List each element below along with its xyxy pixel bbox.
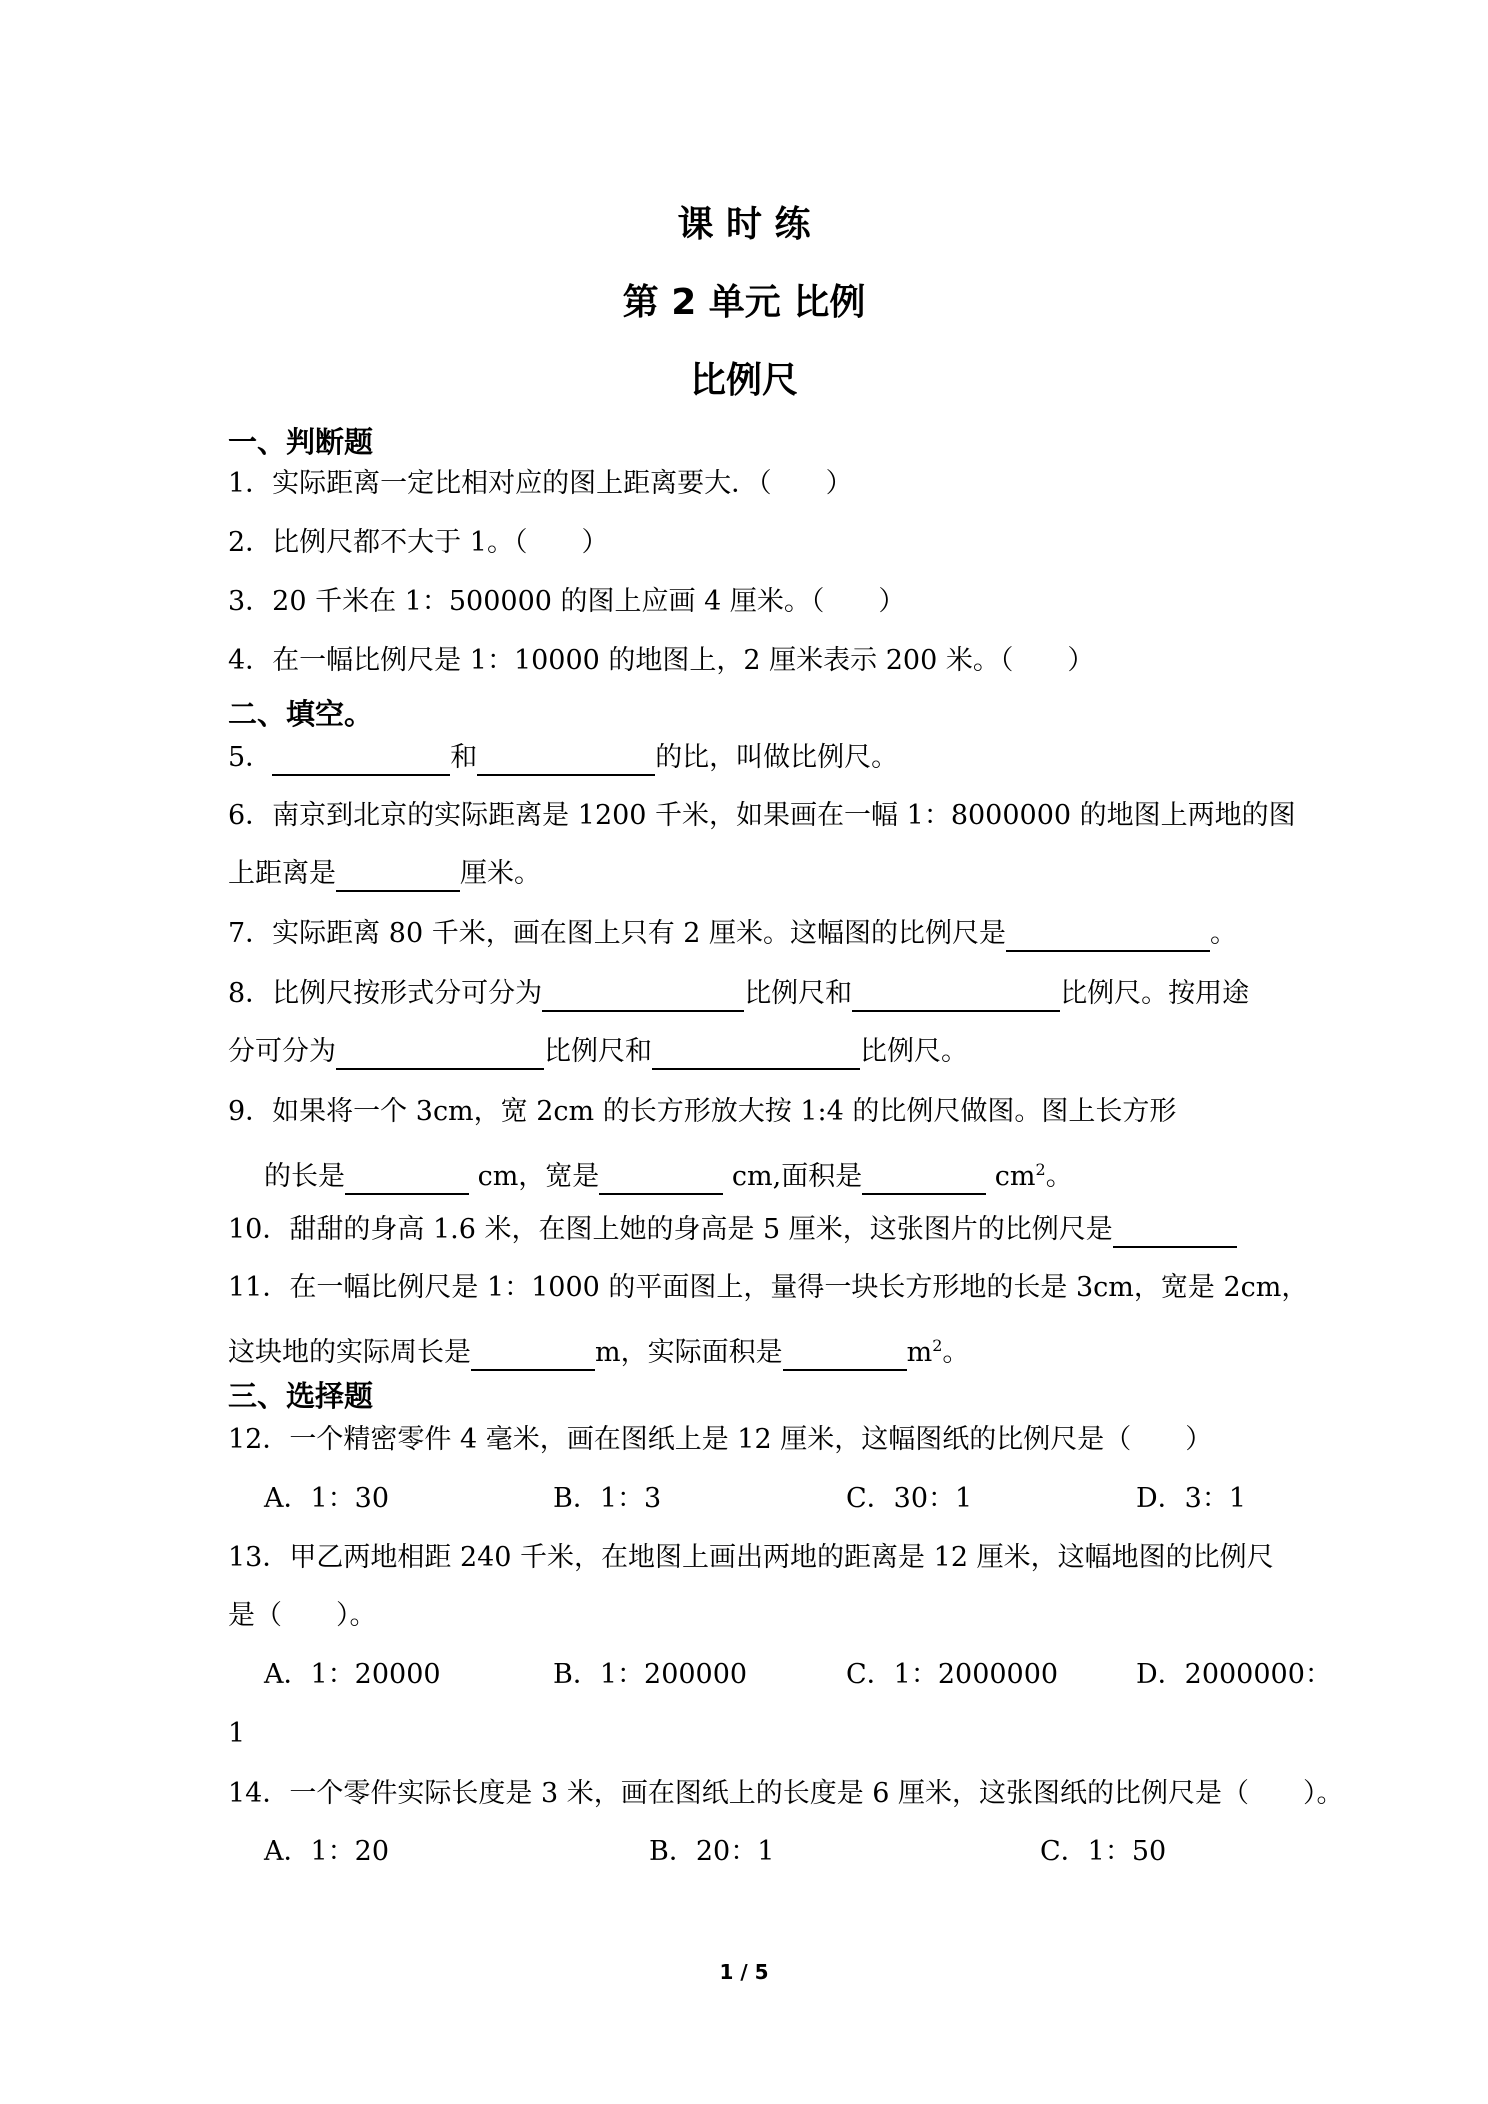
- option-d: D．2000000：: [1136, 1659, 1332, 1690]
- question-2: 2．比例尺都不大于 1。（ ）: [228, 527, 609, 558]
- question-12: 12．一个精密零件 4 毫米，画在图纸上是 12 厘米，这幅图纸的比例尺是（ ）: [228, 1424, 1213, 1455]
- answer-blank[interactable]: [345, 1163, 469, 1195]
- question-11-text: m: [906, 1337, 933, 1368]
- superscript: 2: [1035, 1160, 1046, 1179]
- lesson-title: 比例尺: [689, 360, 798, 401]
- question-8-text: 分可分为: [228, 1036, 336, 1067]
- question-10-text: 10．甜甜的身高 1.6 米，在图上她的身高是 5 厘米，这张图片的比例尺是: [228, 1214, 1113, 1245]
- question-11-text: m，实际面积是: [595, 1337, 783, 1368]
- question-8: [228, 976, 1249, 1012]
- option-a: A．1：30: [264, 1483, 390, 1514]
- option-c: C．1：50: [1040, 1836, 1167, 1867]
- answer-blank[interactable]: [599, 1163, 723, 1195]
- question-7-text: 7．实际距离 80 千米，画在图上只有 2 厘米。这幅图的比例尺是: [228, 918, 1007, 949]
- question-9: 9．如果将一个 3cm，宽 2cm 的长方形放大按 1:4 的比例尺做图。图上长方形: [228, 1096, 1177, 1127]
- question-8-text: 比例尺。: [860, 1036, 968, 1067]
- question-6-text: 厘米。: [460, 858, 541, 889]
- question-8-text: 比例尺和: [544, 1036, 652, 1067]
- section-heading-fill: 二、填空。: [228, 697, 374, 731]
- question-11-text: 。: [942, 1337, 970, 1368]
- unit-title: 第 2 单元 比例: [622, 282, 866, 323]
- option-c: C．1：2000000: [846, 1659, 1059, 1690]
- question-6-text: 上距离是: [228, 858, 336, 889]
- answer-blank[interactable]: [542, 980, 744, 1012]
- question-8-continued: [228, 1034, 968, 1070]
- answer-blank[interactable]: [336, 860, 460, 892]
- question-5: [228, 740, 898, 776]
- question-5-number: 5．: [228, 742, 273, 773]
- section-heading-judgement: 一、判断题: [228, 425, 374, 459]
- answer-blank[interactable]: [272, 744, 450, 776]
- question-9-continued: [264, 1152, 1073, 1195]
- question-11-continued: [228, 1328, 969, 1371]
- option-b: B．20：1: [649, 1836, 775, 1867]
- question-7: [228, 916, 1237, 952]
- question-5-text: 和: [450, 742, 478, 773]
- superscript: 2: [932, 1336, 943, 1355]
- answer-blank[interactable]: [652, 1038, 860, 1070]
- question-9-text: cm: [986, 1161, 1036, 1192]
- question-8-text: 8．比例尺按形式分可分为: [228, 978, 543, 1009]
- answer-blank[interactable]: [862, 1163, 986, 1195]
- question-8-text: 比例尺和: [744, 978, 853, 1009]
- answer-blank[interactable]: [852, 980, 1060, 1012]
- answer-blank[interactable]: [1113, 1216, 1237, 1248]
- question-13: 13．甲乙两地相距 240 千米，在地图上画出两地的距离是 12 厘米，这幅地图的比例尺: [228, 1542, 1274, 1573]
- question-8-text: 比例尺。按用途: [1060, 978, 1250, 1009]
- question-5-text: 的比，叫做比例尺。: [655, 742, 899, 773]
- question-11-text: 这块地的实际周长是: [228, 1337, 471, 1368]
- answer-blank[interactable]: [477, 744, 655, 776]
- answer-blank[interactable]: [783, 1339, 907, 1371]
- question-1: 1．实际距离一定比相对应的图上距离要大．（ ）: [228, 468, 853, 499]
- question-4: 4．在一幅比例尺是 1：10000 的地图上，2 厘米表示 200 米。（ ）: [228, 645, 1095, 676]
- question-14: 14．一个零件实际长度是 3 米，画在图纸上的长度是 6 厘米，这张图纸的比例尺是（ ）。: [228, 1778, 1344, 1809]
- question-9-text: 。: [1045, 1161, 1073, 1192]
- option-d-wrap: 1: [228, 1718, 246, 1749]
- question-13-continued: 是（ ）。: [228, 1600, 377, 1631]
- option-a: A．1：20000: [264, 1659, 441, 1690]
- question-9-text: cm,面积是: [723, 1161, 863, 1192]
- question-3: 3．20 千米在 1：500000 的图上应画 4 厘米。（ ）: [228, 586, 906, 617]
- question-6-continued: [228, 856, 541, 892]
- worksheet-title: 课 时 练: [677, 204, 811, 245]
- option-b: B．1：200000: [553, 1659, 748, 1690]
- page-number: 1 / 5: [719, 1960, 769, 1984]
- question-7-text: 。: [1210, 918, 1238, 949]
- section-heading-choice: 三、选择题: [228, 1379, 374, 1413]
- question-11: 11．在一幅比例尺是 1：1000 的平面图上，量得一块长方形地的长是 3cm，宽是 2cm，: [228, 1272, 1309, 1303]
- question-6: 6．南京到北京的实际距离是 1200 千米，如果画在一幅 1：8000000 的地图上两地的图: [228, 800, 1296, 831]
- answer-blank[interactable]: [336, 1038, 544, 1070]
- answer-blank[interactable]: [471, 1339, 595, 1371]
- question-9-text: 的长是: [264, 1161, 345, 1192]
- option-b: B．1：3: [553, 1483, 662, 1514]
- option-d: D．3：1: [1136, 1483, 1247, 1514]
- option-a: A．1：20: [264, 1836, 390, 1867]
- question-9-text: cm，宽是: [469, 1161, 600, 1192]
- question-10: [228, 1212, 1237, 1248]
- option-c: C．30：1: [846, 1483, 973, 1514]
- answer-blank[interactable]: [1006, 920, 1210, 952]
